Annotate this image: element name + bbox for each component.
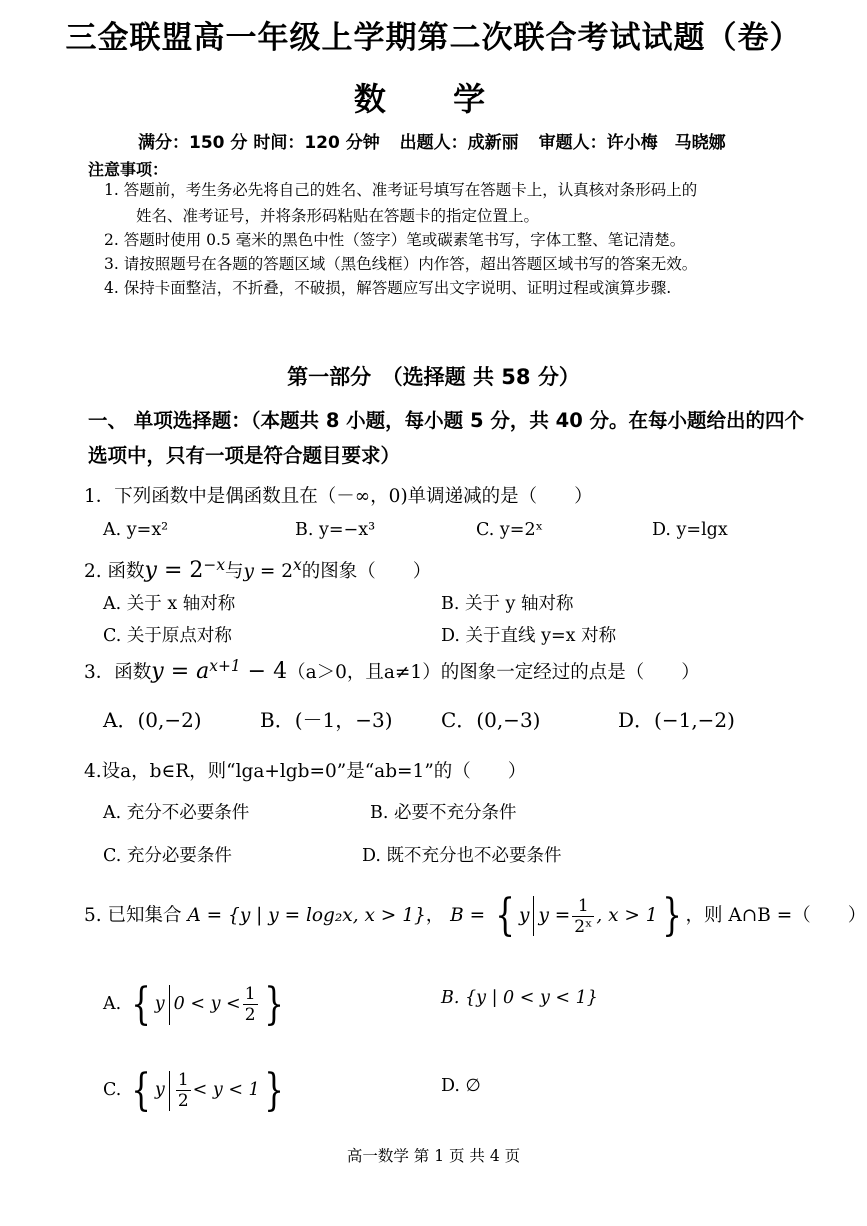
question-2-option-a: A. 关于 x 轴对称 xyxy=(103,594,236,614)
question-5-set-a: A = {y | y = log₂x, x > 1} xyxy=(187,905,426,926)
question-1-stem: 1．下列函数中是偶函数且在（－∞，0)单调递减的是（ ） xyxy=(84,486,593,507)
question-1-option-c: C. y=2ˣ xyxy=(476,520,543,540)
question-4-option-c: C. 充分必要条件 xyxy=(103,846,232,866)
question-5-option-c-fraction: $\frac{1}{2}$ xyxy=(177,1070,189,1111)
question-5-option-a: A. { y 0 < y < $\frac{1}{2}$ } xyxy=(103,978,284,1030)
section-title: 第一部分 （选择题 共 58 分） xyxy=(287,365,580,389)
question-5-set-b-label: B = xyxy=(450,905,491,926)
question-2-stem-suffix: 的图象（ ） xyxy=(301,561,432,583)
exam-meta xyxy=(138,128,740,153)
note-item: 4. 保持卡面整洁，不折叠，不破损，解答题应写出文字说明、证明过程或演算步骤. xyxy=(104,279,672,297)
note-item: 1. 答题前，考生务必先将自己的姓名、准考证号填写在答题卡上，认真核对条形码上的 xyxy=(104,181,698,199)
question-3-option-d: D．(−1,−2) xyxy=(618,708,735,732)
exam-author: 出题人：成新丽 xyxy=(399,133,519,153)
question-5-option-b: B. {y | 0 < y < 1} xyxy=(441,988,598,1008)
question-5-stem-prefix: 5. 已知集合 xyxy=(84,905,182,926)
exam-score-time: 满分：150 分 时间：120 分钟 xyxy=(138,133,380,153)
question-3-stem: 3．函数$y = a^{x+1} - 4(a>0$，且a≠1）的图象一定经过的点是（ ） xyxy=(84,657,700,685)
question-3-formula: y xyxy=(151,659,164,685)
question-2-stem-prefix: 2. 函数 xyxy=(84,561,145,583)
question-3-option-b: B．(－1，−3) xyxy=(260,708,393,732)
question-2-formula-2: y xyxy=(243,561,254,583)
question-2-stem-mid: 与 xyxy=(225,561,244,583)
question-2-option-c: C. 关于原点对称 xyxy=(103,626,232,646)
question-4-stem: 4.设a，b∈R，则“lga+lgb=0”是“ab=1”的（ ） xyxy=(84,761,527,782)
question-5-option-a-fraction: $\frac{1}{2}$ xyxy=(244,984,256,1025)
question-2-option-d: D. 关于直线 y=x 对称 xyxy=(441,626,617,646)
question-3-stem-prefix: 3．函数 xyxy=(84,662,152,684)
question-3-option-c: C．(0,−3) xyxy=(441,708,541,732)
subject-title: 数 学 xyxy=(353,80,514,118)
question-3-stem-suffix: （a＞0，且a≠1）的图象一定经过的点是（ ） xyxy=(287,662,700,684)
exam-title: 三金联盟高一年级上学期第二次联合考试试题（卷） xyxy=(65,20,802,56)
question-2-formula-1: y xyxy=(144,558,157,584)
question-5-option-d: D. ∅ xyxy=(441,1076,481,1096)
note-item: 2. 答题时使用 0.5 毫米的黑色中性（签字）笔或碳素笔书写，字体工整、笔记清楚。 xyxy=(104,231,686,249)
question-5-option-c: C. { y $\frac{1}{2}$ < y < 1} xyxy=(103,1064,284,1116)
question-1-option-d: D. y=lgx xyxy=(652,520,728,540)
note-item: 姓名、准考证号，并将条形码粘贴在答题卡的指定位置上。 xyxy=(136,207,540,225)
section-instruction: 一、 单项选择题：（本题共 8 小题，每小题 5 分，共 40 分。在每小题给出的四个选项中，只有一项是符合题目要求） xyxy=(88,409,805,467)
exam-reviewer: 审题人：许小梅 马晓娜 xyxy=(538,133,726,153)
notes-heading: 注意事项： xyxy=(88,160,169,179)
question-3-option-a: A．(0,−2) xyxy=(103,708,202,732)
question-5-stem: 5. 已知集合 A = {y | y = log₂x, x > 1}， B = { y y = $\frac{1}{\text{2ˣ}}$ , x > 1} ，则 A∩B =（ ） xyxy=(84,890,867,941)
page-footer: 高一数学 第 1 页 共 4 页 xyxy=(346,1147,521,1165)
question-2-option-b: B. 关于 y 轴对称 xyxy=(441,594,574,614)
question-5-stem-suffix: ，则 A∩B =（ ） xyxy=(685,905,867,926)
question-1-option-a: A. y=x² xyxy=(103,520,169,540)
question-4-option-b: B. 必要不充分条件 xyxy=(370,803,517,823)
question-2-stem: 2. 函数$y = 2^{-x}$与$y = 2^x$的图象（ ） xyxy=(84,556,432,584)
note-item: 3. 请按照题号在各题的答题区域（黑色线框）内作答，超出答题区域书写的答案无效。 xyxy=(104,255,698,273)
question-4-option-a: A. 充分不必要条件 xyxy=(103,803,250,823)
question-5-set-b-fraction: $\frac{1}{\text{2ˣ}}$ xyxy=(574,895,593,937)
question-1-option-b: B. y=−x³ xyxy=(295,520,376,540)
question-4-option-d: D. 既不充分也不必要条件 xyxy=(362,846,562,866)
